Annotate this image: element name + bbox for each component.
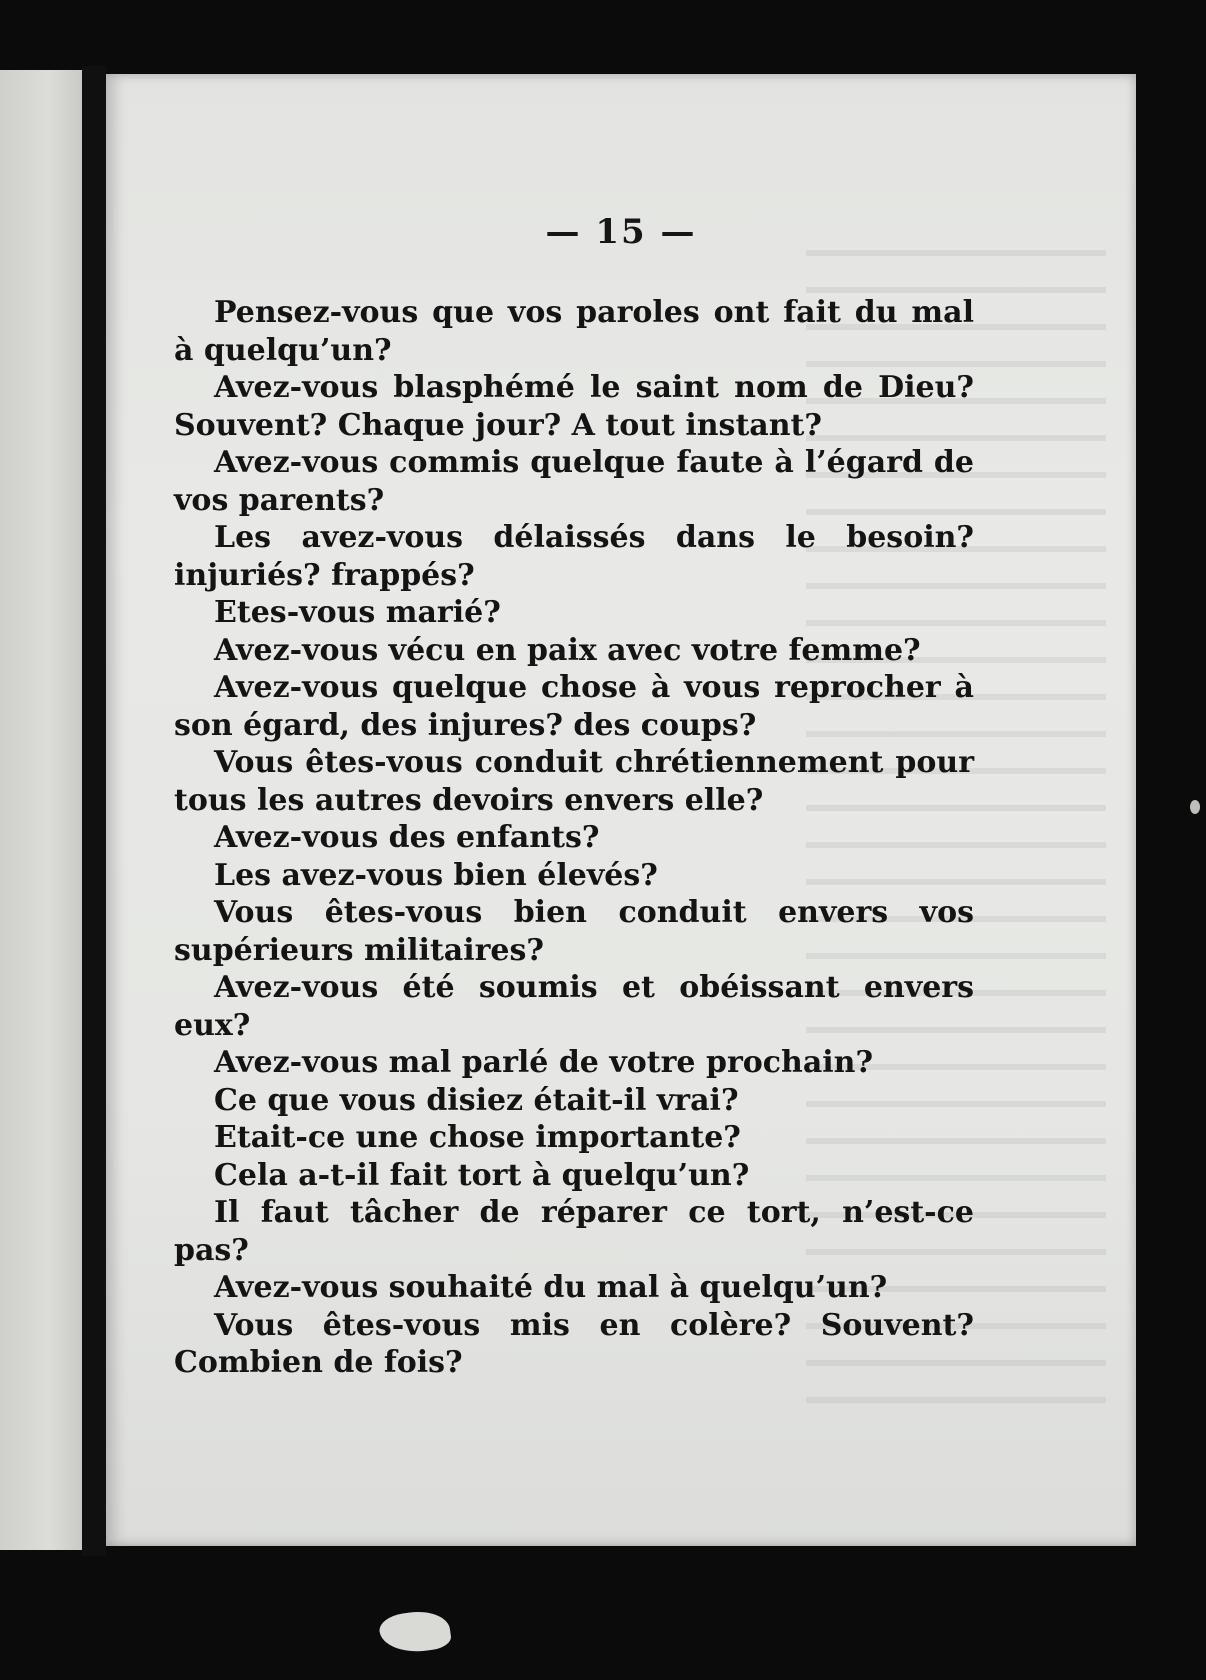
paragraph: Vous êtes-vous conduit chrétiennement pour tous les autres devoirs envers elle? <box>174 745 974 818</box>
paragraph: Les avez-vous délaissés dans le besoin? injuriés? frappés? <box>174 520 974 593</box>
paragraph: Etait-ce une chose importante? <box>214 1120 741 1155</box>
facing-page-edge <box>0 70 82 1550</box>
dust-speck <box>1190 800 1200 814</box>
page-number: — 15 — <box>545 212 697 252</box>
book-gutter <box>82 66 106 1556</box>
paragraph: Avez-vous été soumis et obéissant envers eux? <box>174 970 974 1043</box>
paragraph: Avez-vous des enfants? <box>214 820 600 855</box>
paragraph: Avez-vous quelque chose à vous reprocher à son égard, des injures? des coups? <box>174 670 974 743</box>
paragraph: Ce que vous disiez était-il vrai? <box>214 1082 739 1118</box>
book-page <box>106 74 1136 1546</box>
paragraph: Avez-vous blasphémé le saint nom de Dieu? Souvent? Chaque jour? A tout instant? <box>174 370 974 443</box>
paragraph: Avez-vous vécu en paix avec votre femme? <box>214 632 921 668</box>
paragraph: Pensez-vous que vos paroles ont fait du mal à quelqu’un? <box>174 295 974 368</box>
paragraph: Il faut tâcher de réparer ce tort, n’est-ce pas? <box>174 1195 974 1268</box>
paragraph: Avez-vous souhaité du mal à quelqu’un? <box>214 1270 888 1305</box>
paragraph: Vous êtes-vous mis en colère? Souvent? Combien de fois? <box>174 1307 974 1380</box>
paper-fragment <box>378 1607 453 1656</box>
paragraph: Cela a-t-il fait tort à quelqu’un? <box>214 1157 750 1193</box>
paragraph: Avez-vous mal parlé de votre prochain? <box>214 1045 874 1080</box>
body-text <box>174 294 974 1382</box>
paragraph: Les avez-vous bien élevés? <box>214 857 658 893</box>
paragraph: Vous êtes-vous bien conduit envers vos supérieurs militaires? <box>174 895 974 968</box>
paragraph: Avez-vous commis quelque faute à l’égard de vos parents? <box>174 445 974 518</box>
paragraph: Etes-vous marié? <box>214 595 501 630</box>
